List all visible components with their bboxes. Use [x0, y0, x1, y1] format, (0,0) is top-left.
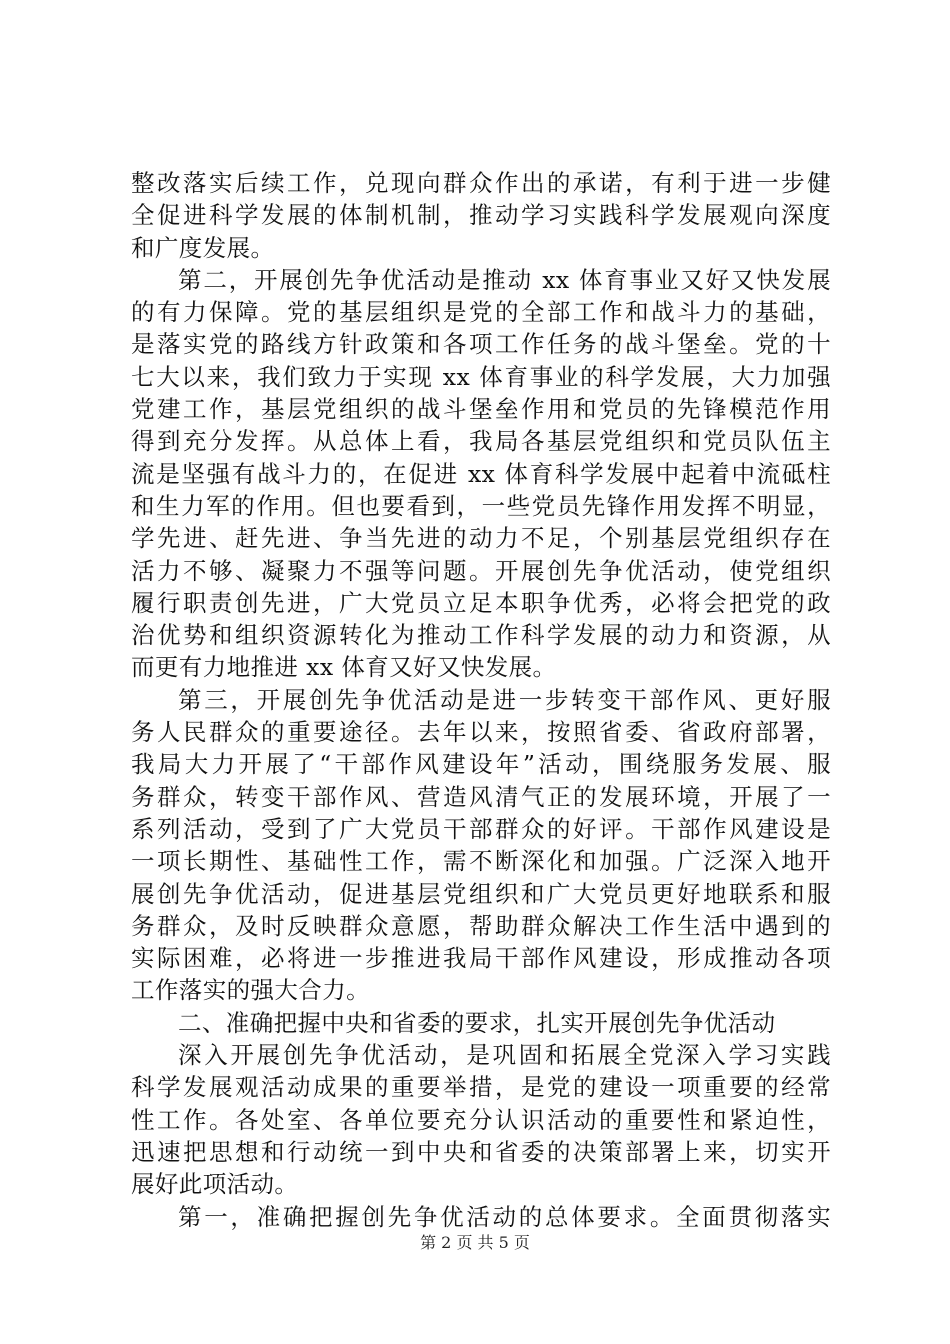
text-line: 第一，准确把握创先争优活动的总体要求。全面贯彻落实 — [178, 1202, 831, 1231]
document-body — [131, 167, 831, 1233]
text-line: 的有力保障。党的基层组织是党的全部工作和战斗力的基础， — [131, 298, 831, 327]
text-line: 是落实党的路线方针政策和各项工作任务的战斗堡垒。党的十 — [131, 330, 831, 359]
text-line: 务人民群众的重要途径。去年以来，按照省委、省政府部署， — [131, 718, 831, 747]
text-line: 务群众，及时反映群众意愿，帮助群众解决工作生活中遇到的 — [131, 911, 831, 940]
text-line: 展创先争优活动，促进基层党组织和广大党员更好地联系和服 — [131, 879, 831, 908]
text-line: 第三，开展创先争优活动是进一步转变干部作风、更好服 — [178, 685, 831, 714]
text-line: 务群众，转变干部作风、营造风清气正的发展环境，开展了一 — [131, 782, 831, 811]
text-line: 性工作。各处室、各单位要充分认识活动的重要性和紧迫性， — [131, 1105, 831, 1134]
text-line: 流是坚强有战斗力的，在促进 xx 体育科学发展中起着中流砥柱 — [131, 459, 831, 488]
text-line: 而更有力地推进 xx 体育又好又快发展。 — [131, 653, 557, 682]
text-line: 履行职责创先进，广大党员立足本职争优秀，必将会把党的政 — [131, 588, 831, 617]
text-line: 深入开展创先争优活动，是巩固和拓展全党深入学习实践 — [178, 1041, 831, 1070]
text-line: 展好此项活动。 — [131, 1170, 299, 1199]
text-line: 七大以来，我们致力于实现 xx 体育事业的科学发展，大力加强 — [131, 362, 831, 391]
text-line: 迅速把思想和行动统一到中央和省委的决策部署上来，切实开 — [131, 1137, 831, 1166]
text-line: 系列活动，受到了广大党员干部群众的好评。干部作风建设是 — [131, 814, 831, 843]
text-line: 科学发展观活动成果的重要举措，是党的建设一项重要的经常 — [131, 1073, 831, 1102]
text-line: 活力不够、凝聚力不强等问题。开展创先争优活动，使党组织 — [131, 556, 831, 585]
text-line: 全促进科学发展的体制机制，推动学习实践科学发展观向深度 — [131, 201, 831, 230]
text-line: 和生力军的作用。但也要看到，一些党员先锋作用发挥不明显， — [131, 491, 831, 520]
text-line: 和广度发展。 — [131, 233, 275, 262]
text-line: 我局大力开展了“干部作风建设年”活动，围绕服务发展、服 — [131, 750, 831, 779]
text-line: 二、准确把握中央和省委的要求，扎实开展创先争优活动 — [178, 1008, 776, 1037]
text-line: 第二，开展创先争优活动是推动 xx 体育事业又好又快发展 — [178, 265, 831, 294]
text-line: 工作落实的强大合力。 — [131, 976, 370, 1005]
page-footer: 第 2 页 共 5 页 — [420, 1233, 530, 1252]
text-line: 整改落实后续工作，兑现向群众作出的承诺，有利于进一步健 — [131, 169, 831, 197]
text-line: 得到充分发挥。从总体上看，我局各基层党组织和党员队伍主 — [131, 427, 831, 456]
text-line: 学先进、赶先进、争当先进的动力不足，个别基层党组织存在 — [131, 524, 831, 553]
text-line: 治优势和组织资源转化为推动工作科学发展的动力和资源，从 — [131, 621, 831, 650]
text-line: 一项长期性、基础性工作，需不断深化和加强。广泛深入地开 — [131, 847, 831, 876]
text-line: 实际困难，必将进一步推进我局干部作风建设，形成推动各项 — [131, 944, 831, 973]
text-line: 党建工作，基层党组织的战斗堡垒作用和党员的先锋模范作用 — [131, 395, 831, 424]
